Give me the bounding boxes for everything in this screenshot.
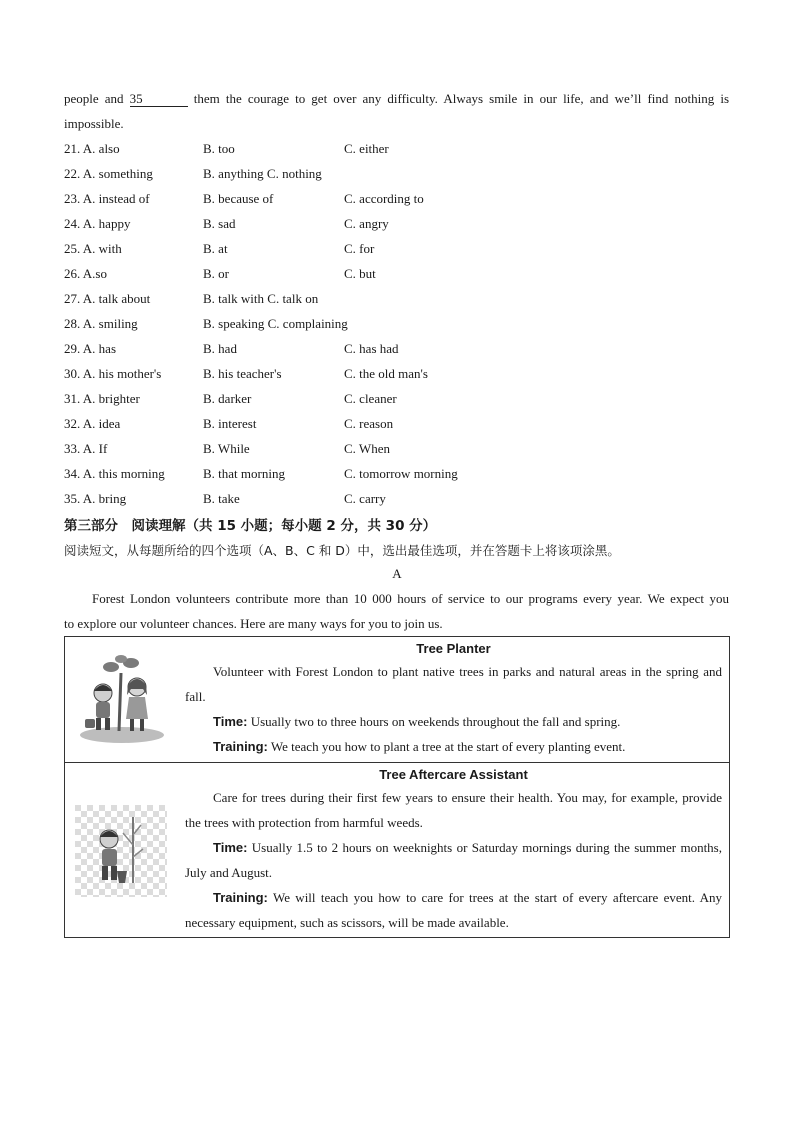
option-a: 33. A. If — [64, 441, 108, 456]
option-c: C. for — [344, 241, 375, 256]
option-row — [64, 241, 564, 259]
option-a: 29. A. has — [64, 341, 116, 356]
option-b: B. While — [203, 441, 250, 456]
option-a: 27. A. talk about — [64, 291, 151, 306]
option-row — [64, 341, 564, 359]
training-label: Training: — [213, 890, 268, 905]
option-row — [64, 191, 564, 209]
aftercare-time — [185, 835, 722, 885]
option-b: B. because of — [203, 191, 274, 206]
time-value: Usually two to three hours on weekends throughout the fall and spring. — [247, 714, 621, 729]
children-planting-tree-illustration — [77, 653, 167, 745]
passage-title: A — [392, 566, 402, 581]
option-b: B. take — [203, 491, 240, 506]
option-row — [64, 366, 564, 384]
table-row-tree-planter — [65, 637, 729, 763]
intro-line-1 — [64, 91, 729, 107]
blank-35: 35 — [130, 92, 188, 107]
time-label: Time: — [213, 714, 248, 729]
tree-planter-time — [185, 709, 722, 734]
option-a: 32. A. idea — [64, 416, 121, 431]
option-b: B. his teacher's — [203, 366, 282, 381]
option-a: 35. A. bring — [64, 491, 127, 506]
option-b: B. at — [203, 241, 228, 256]
option-a: 21. A. also — [64, 141, 120, 156]
option-c: C. angry — [344, 216, 389, 231]
option-row — [64, 141, 564, 159]
time-value: Usually 1.5 to 2 hours on weeknights or Saturday mornings during the summer months, July and August. — [185, 840, 722, 880]
option-c: C. tomorrow morning — [344, 466, 458, 481]
boy-watering-tree-illustration — [75, 805, 167, 897]
time-label: Time: — [213, 840, 248, 855]
passage-intro-line-2: to explore our volunteer chances. Here are many ways for you to join us. — [64, 616, 443, 631]
tree-planter-description: Volunteer with Forest London to plant native trees in parks and natural areas in the spring and fall. — [185, 664, 722, 704]
aftercare-description: Care for trees during their first few years to ensure their health. You may, for example, provide the trees with protection from harmful weeds. — [185, 790, 722, 830]
option-row — [64, 466, 564, 484]
intro-text-before: people and — [64, 91, 124, 106]
option-a: 22. A. something — [64, 166, 153, 181]
section-instruction: 阅读短文，从每题所给的四个选项（A、B、C 和 D）中，选出最佳选项，并在答题卡上将该项涂黑。 — [64, 543, 620, 558]
option-a: 34. A. this morning — [64, 466, 165, 481]
section-heading: 第三部分 阅读理解（共 15 小题；每小题 2 分，共 30 分） — [64, 518, 437, 534]
option-a: 30. A. his mother's — [64, 366, 162, 381]
aftercare-cell — [185, 767, 722, 935]
tree-planter-title: Tree Planter — [416, 641, 491, 656]
option-row — [64, 166, 564, 184]
passage-intro-line-1: Forest London volunteers contribute more than 10 000 hours of service to our programs every year. We expect you — [92, 591, 729, 606]
volunteer-table — [64, 636, 730, 938]
option-a: 25. A. with — [64, 241, 122, 256]
training-label: Training: — [213, 739, 268, 754]
option-b: B. that morning — [203, 466, 285, 481]
option-b: B. anything C. nothing — [203, 166, 322, 181]
option-c: C. carry — [344, 491, 386, 506]
option-a: 24. A. happy — [64, 216, 131, 231]
option-row — [64, 416, 564, 434]
training-value: We teach you how to plant a tree at the start of every planting event. — [267, 739, 626, 754]
option-a: 26. A.so — [64, 266, 107, 281]
tree-planter-training — [185, 734, 722, 759]
training-value: We will teach you how to care for trees at the start of every aftercare event. Any necessary equipment, such as scissors, will be made available. — [185, 890, 722, 930]
option-c: C. cleaner — [344, 391, 397, 406]
option-c: C. the old man's — [344, 366, 428, 381]
option-b: B. or — [203, 266, 229, 281]
option-c: C. but — [344, 266, 376, 281]
option-b: B. speaking C. complaining — [203, 316, 348, 331]
option-b: B. sad — [203, 216, 236, 231]
table-row-aftercare-assistant — [65, 763, 729, 937]
option-a: 31. A. brighter — [64, 391, 140, 406]
option-b: B. too — [203, 141, 235, 156]
option-row — [64, 216, 564, 234]
option-row — [64, 491, 564, 509]
option-b: B. darker — [203, 391, 252, 406]
option-b: B. talk with C. talk on — [203, 291, 319, 306]
option-b: B. interest — [203, 416, 257, 431]
option-row — [64, 266, 564, 284]
option-c: C. reason — [344, 416, 394, 431]
option-row — [64, 441, 564, 459]
option-c: C. either — [344, 141, 389, 156]
option-row — [64, 391, 564, 409]
option-c: C. has had — [344, 341, 399, 356]
intro-text-after: them the courage to get over any difficulty. Always smile in our life, and we’ll find nothing is — [193, 91, 730, 106]
aftercare-title: Tree Aftercare Assistant — [379, 767, 528, 782]
option-b: B. had — [203, 341, 237, 356]
aftercare-training — [185, 885, 722, 935]
option-row — [64, 291, 564, 309]
option-c: C. according to — [344, 191, 424, 206]
intro-line-2: impossible. — [64, 116, 124, 131]
option-a: 23. A. instead of — [64, 191, 150, 206]
option-c: C. When — [344, 441, 390, 456]
tree-planter-cell — [185, 641, 722, 759]
option-a: 28. A. smiling — [64, 316, 138, 331]
option-row — [64, 316, 564, 334]
